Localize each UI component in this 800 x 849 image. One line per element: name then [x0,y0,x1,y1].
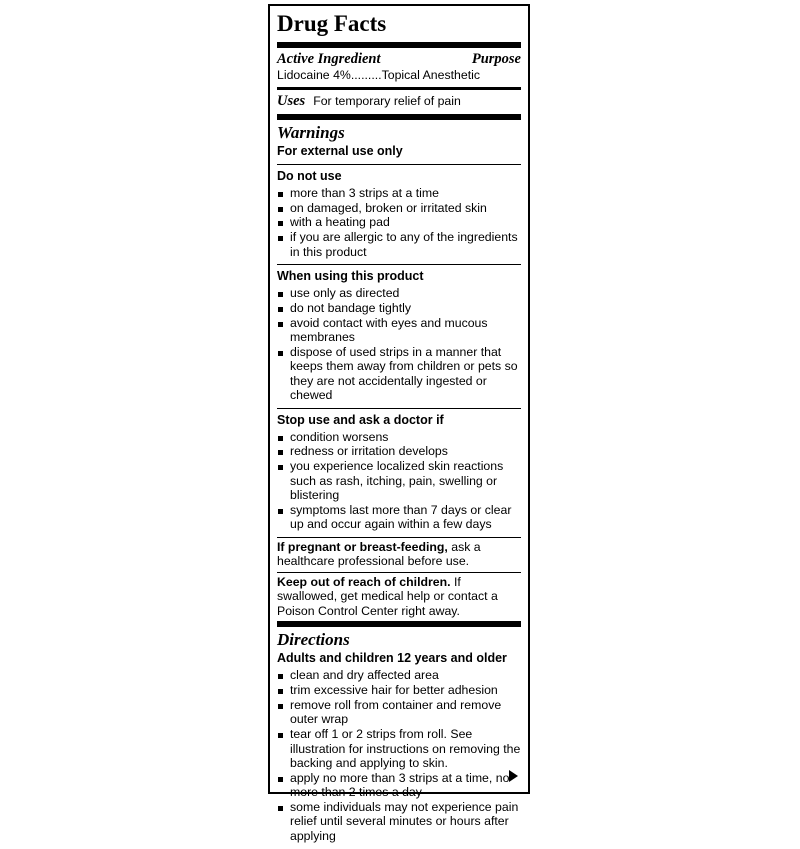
list-item: condition worsens [277,430,521,444]
list-item: redness or irritation develops [277,444,521,458]
list-item: remove roll from container and remove outer wrap [277,698,521,727]
list-item: dispose of used strips in a manner that keeps them away from children or pets so they are not accidentally ingested or chewed [277,345,521,403]
list-item: do not bandage tightly [277,301,521,315]
list-item: clean and dry affected area [277,668,521,682]
stop-use-heading: Stop use and ask a doctor if [277,412,444,427]
active-ingredient-header-row [277,51,521,68]
active-ingredient-line: Lidocaine 4%.........Topical Anesthetic [277,68,481,83]
pregnant-warning [277,538,521,572]
stop-use-section [277,409,521,537]
do-not-use-list [277,186,521,259]
list-item: trim excessive hair for better adhesion [277,683,521,697]
keep-out-text: If swallowed, get medical help or contact a Poison Control Center right away. [277,574,498,618]
list-item: symptoms last more than 7 days or clear up and occur again within a few days [277,503,521,532]
warnings-external-use: For external use only [277,143,403,158]
warnings-heading: Warnings [277,122,345,142]
directions-heading: Directions [277,630,350,650]
active-ingredient-section [277,48,521,87]
drug-facts-title: Drug Facts [277,11,387,36]
list-item: you experience localized skin reactions such as rash, itching, pain, swelling or blistering [277,459,521,502]
uses-heading: Uses [277,92,306,109]
list-item: more than 3 strips at a time [277,186,521,200]
keep-out-bold: Keep out of reach of children. [277,574,451,589]
list-item: apply no more than 3 strips at a time, no more than 2 times a day [277,771,521,800]
list-item: avoid contact with eyes and mucous membranes [277,316,521,345]
active-ingredient-heading: Active Ingredient [277,51,381,68]
uses-line [277,93,521,110]
purpose-heading: Purpose [471,51,521,68]
directions-list [277,668,521,843]
do-not-use-section [277,165,521,264]
list-item: if you are allergic to any of the ingredients in this product [277,230,521,259]
when-using-heading: When using this product [277,269,424,284]
stop-use-list [277,430,521,532]
directions-section [277,627,521,849]
list-item: some individuals may not experience pain relief until several minutes or hours after applying [277,800,521,843]
list-item: tear off 1 or 2 strips from roll. See illustration for instructions on removing the backing and applying to skin. [277,727,521,770]
do-not-use-heading: Do not use [277,168,342,183]
list-item: use only as directed [277,286,521,300]
when-using-section [277,265,521,408]
uses-section [277,90,521,114]
keep-out-of-reach-warning [277,573,521,622]
directions-subheading: Adults and children 12 years and older [277,651,507,666]
drug-facts-panel [268,4,530,843]
pregnant-warning-bold: If pregnant or breast-feeding, [277,539,448,554]
when-using-list [277,286,521,403]
drug-facts-inner [270,6,528,843]
continue-arrow-icon [509,770,518,782]
pregnant-warning-text: ask a healthcare professional before use. [277,539,481,569]
uses-text: For temporary relief of pain [313,93,461,108]
list-item: with a heating pad [277,215,521,229]
list-item: on damaged, broken or irritated skin [277,201,521,215]
warnings-section [277,120,521,164]
